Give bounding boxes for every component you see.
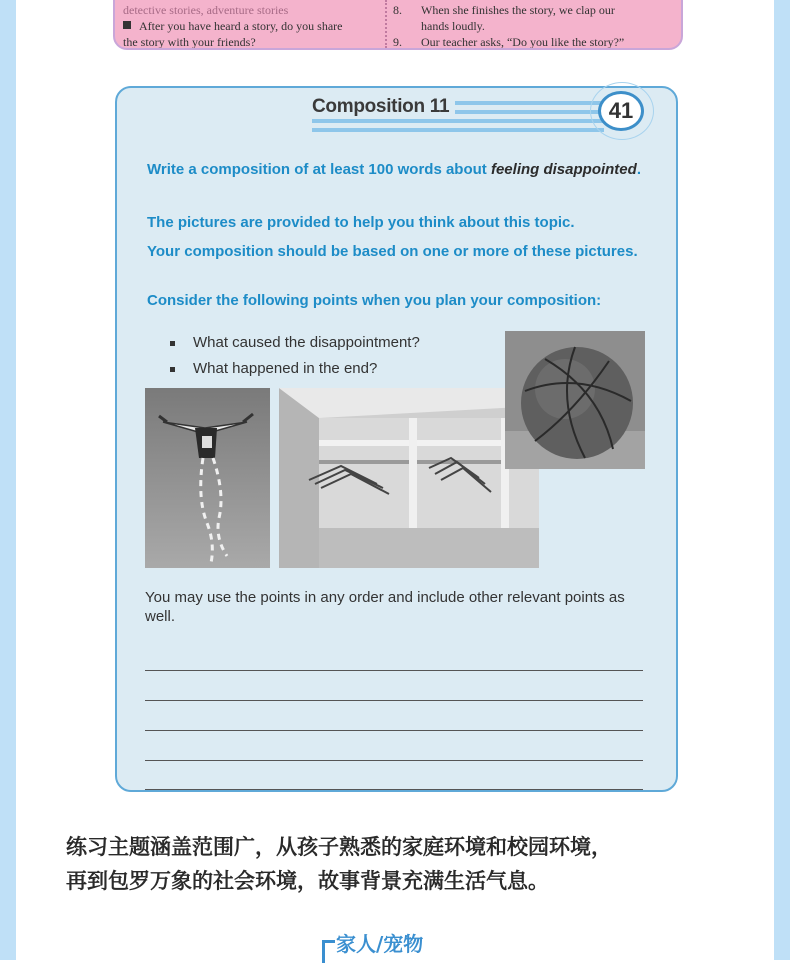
- previous-page-right-column: [393, 2, 673, 50]
- previous-page-line: After you have heard a story, do you share: [123, 18, 393, 34]
- writing-line[interactable]: [145, 730, 643, 731]
- section-heading: 家人/宠物: [336, 932, 424, 956]
- previous-page-item: 9. Our teacher asks, “Do you like the story?”: [393, 35, 625, 49]
- previous-page-item: hands loudly.: [421, 19, 485, 33]
- writing-line[interactable]: [145, 670, 643, 671]
- points-list: [170, 330, 420, 382]
- composition-number: 41: [598, 91, 644, 131]
- previous-page-left-column: [123, 2, 393, 50]
- previous-page-item: 8. When she finishes the story, we clap our: [393, 3, 615, 17]
- closing-instruction: You may use the points in any order and include other relevant points as well.: [145, 589, 625, 625]
- previous-page-line: detective stories, adventure stories: [123, 3, 289, 17]
- list-item: What caused the disappointment?: [170, 330, 420, 356]
- previous-page-line: the story with your friends?: [123, 35, 256, 49]
- instruction-pictures: The pictures are provided to help you think about this topic.: [147, 214, 575, 231]
- wardrobe-photo: [279, 388, 539, 568]
- bullet-icon: [170, 341, 175, 346]
- bullet-icon: [170, 367, 175, 372]
- bullet-icon: [123, 21, 131, 29]
- kite-photo: [145, 388, 270, 568]
- writing-line[interactable]: [145, 760, 643, 761]
- previous-page-card: [113, 0, 683, 50]
- description-caption: [66, 830, 736, 898]
- instruction-consider: Consider the following points when you plan your composition:: [147, 292, 602, 309]
- instruction-topic: Write a composition of at least 100 words about feeling disappointed.: [147, 161, 641, 178]
- instruction-based-on: Your composition should be based on one or more of these pictures.: [147, 243, 638, 260]
- topic-phrase: feeling disappointed: [490, 161, 637, 178]
- column-divider: [385, 0, 387, 48]
- composition-title: Composition 11: [312, 96, 455, 118]
- caption-line: 再到包罗万象的社会环境，故事背景充满生活气息。: [66, 869, 549, 893]
- caption-line: 练习主题涵盖范围广，从孩子熟悉的家庭环境和校园环境，: [66, 835, 612, 859]
- left-side-strip: [0, 0, 16, 960]
- right-side-strip: [774, 0, 790, 960]
- writing-line[interactable]: [145, 789, 643, 790]
- basketball-photo: [505, 331, 645, 469]
- writing-line[interactable]: [145, 700, 643, 701]
- list-item: What happened in the end?: [170, 356, 420, 382]
